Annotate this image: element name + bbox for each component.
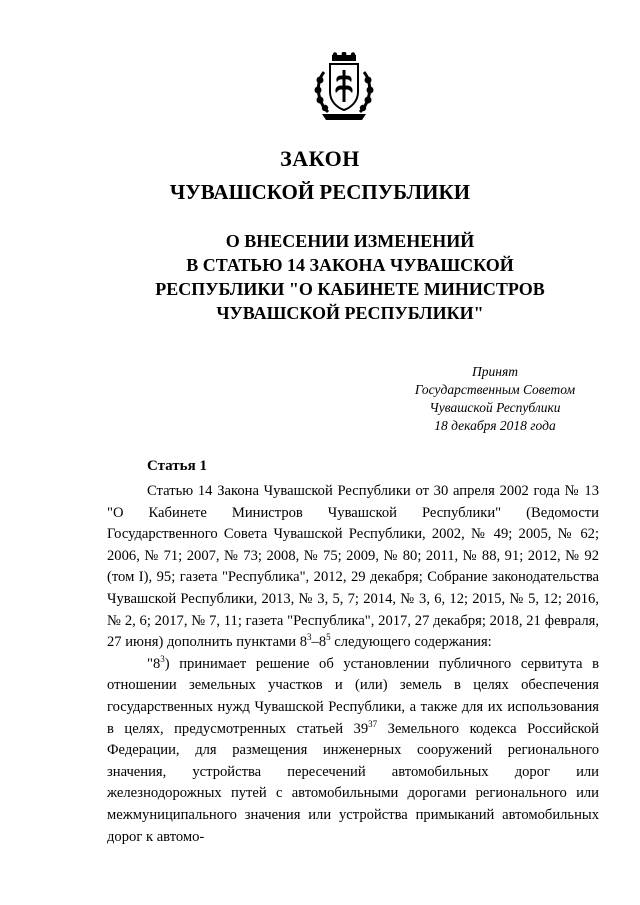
article-heading: Статья 1	[147, 458, 207, 474]
paragraph-text: ) принимает решение об установлении публичного сервитута в отношении земельных участков и (или) земель в целях обеспечения государственных нужд Чувашской Республики, а также для их использования в целях, предусмотренных статьей 39	[107, 655, 599, 737]
paragraph-text: –8	[311, 634, 327, 651]
adoption-note	[380, 363, 610, 435]
chuvash-republic-emblem-icon	[310, 52, 378, 124]
paragraph-text: следующего содержания:	[330, 634, 492, 651]
law-subtitle	[80, 229, 620, 325]
paragraph-text: Статью 14 Закона Чувашской Республики от 30 апреля 2002 года № 13 "О Кабинете Министров Чувашской Республики" (Ведомости Государственного Совета Чувашской Республики, 2002, № 49; 2005, № 62; 2006, № 71; 2007, № 73; 2008, № 75; 2009, № 80; 2011, № 88, 91; 2012, № 92 (том I), 95; газета "Республика", 2012, 29 декабря; Собрание законодательства Чувашской Республики, 2013, № 3, 5, 7; 2014, № 3, 6, 12; 2015, № 5, 12; 2016, № 2, 6; 2017, № 7, 11; газета "Республика", 2017, 27 декабря; 2018, 21 февраля, 27 июня) дополнить пунктами 8	[107, 483, 599, 651]
subtitle-line: В СТАТЬЮ 14 ЗАКОНА ЧУВАШСКОЙ	[186, 255, 514, 275]
superscript: 3	[307, 632, 312, 643]
law-title: ЗАКОН	[280, 146, 360, 171]
subtitle-line: РЕСПУБЛИКИ "О КАБИНЕТЕ МИНИСТРОВ	[155, 279, 545, 299]
paragraph-text: "8	[147, 655, 161, 672]
adoption-line: Государственным Советом	[414, 382, 576, 397]
adoption-date: 18 декабря 2018 года	[434, 418, 556, 433]
superscript: 5	[326, 632, 331, 643]
article-paragraph	[107, 654, 599, 848]
subtitle-line: О ВНЕСЕНИИ ИЗМЕНЕНИЙ	[225, 231, 475, 251]
republic-title: ЧУВАШСКОЙ РЕСПУБЛИКИ	[169, 180, 471, 204]
article-paragraph	[107, 481, 599, 654]
article-body	[107, 481, 599, 848]
superscript: 37	[368, 718, 378, 729]
superscript: 3	[160, 653, 165, 664]
subtitle-line: ЧУВАШСКОЙ РЕСПУБЛИКИ"	[216, 303, 484, 323]
adoption-line: Чувашской Республики	[429, 400, 561, 415]
adoption-line: Принят	[472, 364, 518, 379]
paragraph-text: Земельного кодекса Российской Федерации, для размещения инженерных сооружений регионального значения, устройства пересечений автомобильных дорог или железнодорожных путей с автомобильными дорогами регионального или межмуниципального значения или устройства примыканий автомобильных дорог к автомо-	[107, 720, 599, 845]
